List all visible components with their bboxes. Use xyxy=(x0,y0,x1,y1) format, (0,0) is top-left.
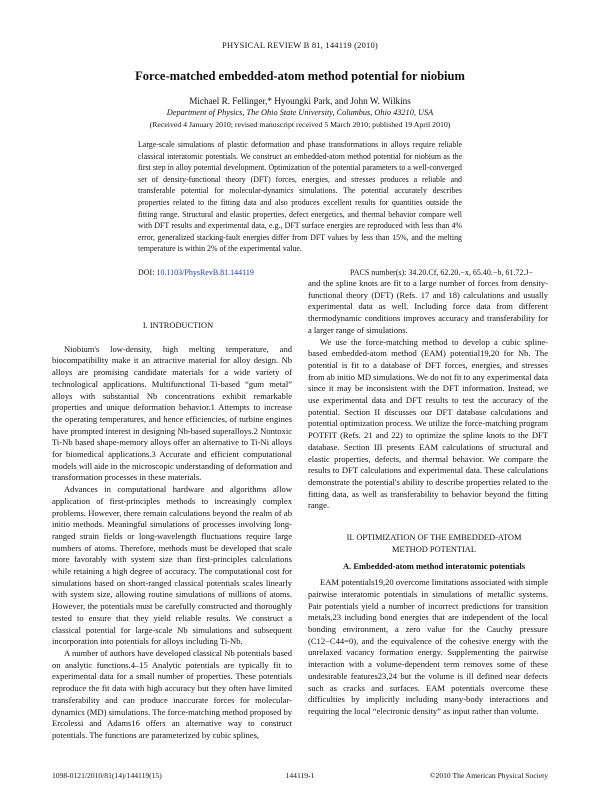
paragraph: and the spline knots are fit to a large number of forces from density-functional theory (DFT) (Refs. 17 and 18) calculations and usually experimental data as well. Including force data from different thermodynamic conditions improves accuracy and transferability for a larger range of simulations. xyxy=(308,278,548,335)
footer-issn: 1098-0121/2010/81(14)/144119(15) xyxy=(52,771,162,780)
footer-copyright: ©2010 The American Physical Society xyxy=(429,771,548,780)
affiliation: Department of Physics, The Ohio State University, Columbus, Ohio 43210, USA xyxy=(166,108,434,117)
subsection-heading-eam: A. Embedded-atom method interatomic potentials xyxy=(342,561,526,572)
column-left xyxy=(52,320,292,742)
running-head: PHYSICAL REVIEW B 81, 144119 (2010) xyxy=(222,40,378,50)
paragraph: We use the force-matching method to develop a cubic spline-based embedded-atom method (EAM) potential19,20 for Nb. The potential is fit to a database of DFT forces, energies, and stresses from ab initio MD simulations. We do not fit to any experimental data since it may be inconsistent with the DFT information. Instead, we use experimental data and DFT results to test the accuracy of the potential. Section II discusses our DFT database calculations and potential optimization process. We utilize the force-matching program POTFIT (Refs. 21 and 22) to optimize the spline knots to the DFT database. Section III presents EAM calculations of structural and elastic properties, defects, and thermal behavior. We compare the results to DFT calculations and experimental data. These calculations demonstrate the potential's ability to describe properties related to the fitting data, as well as transferability to behavior beyond the fitting range. xyxy=(308,336,548,511)
doi-line xyxy=(138,268,254,277)
paragraph: A number of authors have developed classical Nb potentials based on analytic functions.4–15 Analytic potentials are typically fit to experimental data for a small number of properties. These potentials reproduce the fit data with high accuracy but they often have limited transferability and can produce inaccurate forces for molecular-dynamics (MD) simulations. The force-matching method proposed by Ercolessi and Adams16 offers an alternative way to construct potentials. The functions are parameterized by cubic splines, xyxy=(52,647,292,740)
doi-label: DOI: xyxy=(138,268,155,277)
section-heading-introduction: I. INTRODUCTION xyxy=(142,321,214,330)
section-heading-optimization-line2: METHOD POTENTIAL xyxy=(392,544,476,554)
paper-title: Force-matched embedded-atom method potential for niobium xyxy=(135,69,465,83)
doi-link[interactable]: 10.1103/PhysRevB.81.144119 xyxy=(156,268,254,277)
abstract: Large-scale simulations of plastic deformation and phase transformations in alloys require reliable classical interatomic potentials. We construct an embedded-atom method potential for niobium as the first step in alloy potential development. Optimization of the potential parameters to a well-converged set of density-functional theory (DFT) forces, energies, and stresses produces a reliable and transferable potential for molecular-dynamics simulations. The potential accurately describes properties related to the fitting data and also produces excellent results for quantities outside the fitting range. Structural and elastic properties, defect energetics, and thermal behavior compare well with DFT results and experimental data, e.g., DFT surface energies are reproduced with less than 4% error, generalized stacking-fault energies differ from DFT values by less than 15%, and the melting temperature is within 2% of the experimental value. xyxy=(138,140,462,254)
paragraph: Niobium's low-density, high melting temperature, and biocompatibility make it an attractive material for alloy design. Nb alloys are promising candidate materials for a wide variety of technological applications. Multifunctional Ti-based “gum metal” alloys with substantial Nb concentrations exhibit remarkable properties and unique deformation behavior.1 Attempts to increase the operating temperatures, and hence efficiencies, of turbine engines have prompted interest in designing Nb-based superalloys.2 Nontoxic Ti-Nb based shape-memory alloys offer an alternative to Ti-Ni alloys for biomedical applications.3 Accurate and efficient computational models will aide in the microscopic understanding of deformation and transformation processes in these materials. xyxy=(52,343,292,483)
pacs-numbers: PACS number(s): 34.20.Cf, 62.20.−x, 65.40.−b, 61.72.J− xyxy=(350,268,534,277)
footer-page-number: 144119-1 xyxy=(285,771,315,780)
paragraph: EAM potentials19,20 overcome limitations associated with simple pairwise interatomic potentials in simulations of metallic systems. Pair potentials yield a number of incorrect predictions for transition metals,23 including bond energies that are independent of the local bonding environment, a zero value for the Cauchy pressure (C12−C44=0), and the equivalence of the cohesive energy with the unrelaxed vacancy formation energy. Supplementing the pairwise interaction with a volume-dependent term removes some of these undesirable features23,24 but the volume is ill defined near defects such as cracks and surfaces. EAM potentials overcome these difficulties by implicitly including many-body interactions and requiring the local “electronic density” as input rather than volume. xyxy=(308,577,548,716)
received-dates: (Received 4 January 2010; revised manuscript received 5 March 2010; published 19 April 2010) xyxy=(149,120,451,129)
authors: Michael R. Fellinger,* Hyoungki Park, and John W. Wilkins xyxy=(189,96,411,106)
section-heading-optimization: II. OPTIMIZATION OF THE EMBEDDED-ATOM xyxy=(346,533,522,543)
column-right xyxy=(308,278,548,718)
paragraph: Advances in computational hardware and algorithms allow application of first-principles methods to increasingly complex problems. However, there remain calculations beyond the realm of ab initio methods. Meaningful simulations of processes involving long-ranged strain fields or long-wavelength fluctuations require large numbers of atoms. Therefore, methods must be developed that scale more favorably with system size than first-principles calculations while retaining a high degree of accuracy. The computational cost for simulations based on short-ranged classical potentials scales linearly with system size, allowing routine simulations of millions of atoms. However, the potentials must be carefully constructed and thoroughly tested to ensure that they yield reliable results. We construct a classical potential for large-scale Nb simulations and subsequent incorporation into potentials for alloys including Ti-Nb. xyxy=(52,484,292,647)
